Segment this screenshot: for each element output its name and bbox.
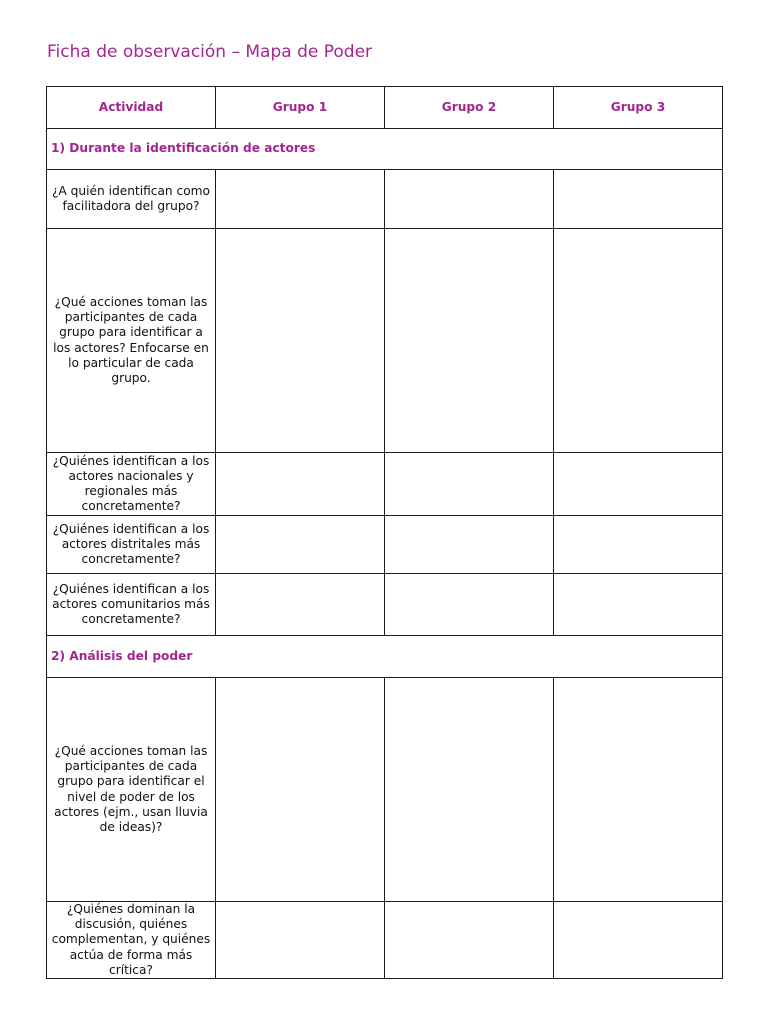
table-row	[47, 678, 723, 902]
answer-cell-group-3[interactable]	[554, 516, 723, 574]
question-district-actors: ¿Quiénes identifican a los actores distritales más concretamente?	[47, 516, 216, 574]
question-community-actors: ¿Quiénes identifican a los actores comunitarios más concretamente?	[47, 574, 216, 636]
answer-cell-group-1[interactable]	[216, 170, 385, 229]
answer-cell-group-1[interactable]	[216, 516, 385, 574]
observation-table	[46, 86, 723, 979]
answer-cell-group-2[interactable]	[385, 453, 554, 516]
header-activity: Actividad	[47, 87, 216, 129]
header-group-1: Grupo 1	[216, 87, 385, 129]
question-national-actors: ¿Quiénes identifican a los actores nacionales y regionales más concretamente?	[47, 453, 216, 516]
answer-cell-group-3[interactable]	[554, 170, 723, 229]
answer-cell-group-2[interactable]	[385, 170, 554, 229]
page-title: Ficha de observación – Mapa de Poder	[47, 42, 373, 62]
answer-cell-group-1[interactable]	[216, 229, 385, 453]
answer-cell-group-2[interactable]	[385, 229, 554, 453]
table-row	[47, 902, 723, 979]
question-facilitator: ¿A quién identifican como facilitadora del grupo?	[47, 170, 216, 229]
table-row	[47, 453, 723, 516]
answer-cell-group-1[interactable]	[216, 678, 385, 902]
section-label-power-analysis: 2) Análisis del poder	[47, 636, 723, 678]
answer-cell-group-1[interactable]	[216, 453, 385, 516]
table-row	[47, 170, 723, 229]
question-actions-identify: ¿Qué acciones toman las participantes de cada grupo para identificar a los actores? Enfocarse en lo particular de cada grupo.	[47, 229, 216, 453]
answer-cell-group-3[interactable]	[554, 678, 723, 902]
table-row	[47, 229, 723, 453]
question-dominance: ¿Quiénes dominan la discusión, quiénes complementan, y quiénes actúa de forma más crítica?	[47, 902, 216, 979]
answer-cell-group-3[interactable]	[554, 453, 723, 516]
section-label-identification: 1) Durante la identificación de actores	[47, 129, 723, 170]
header-row	[47, 87, 723, 129]
answer-cell-group-3[interactable]	[554, 574, 723, 636]
answer-cell-group-2[interactable]	[385, 678, 554, 902]
table-row	[47, 516, 723, 574]
answer-cell-group-1[interactable]	[216, 902, 385, 979]
answer-cell-group-3[interactable]	[554, 902, 723, 979]
answer-cell-group-3[interactable]	[554, 229, 723, 453]
table-row	[47, 574, 723, 636]
header-group-3: Grupo 3	[554, 87, 723, 129]
section-row	[47, 636, 723, 678]
section-row	[47, 129, 723, 170]
header-group-2: Grupo 2	[385, 87, 554, 129]
answer-cell-group-2[interactable]	[385, 516, 554, 574]
answer-cell-group-2[interactable]	[385, 902, 554, 979]
answer-cell-group-2[interactable]	[385, 574, 554, 636]
question-power-level: ¿Qué acciones toman las participantes de cada grupo para identificar el nivel de poder de los actores (ejm., usan lluvia de ideas)?	[47, 678, 216, 902]
answer-cell-group-1[interactable]	[216, 574, 385, 636]
